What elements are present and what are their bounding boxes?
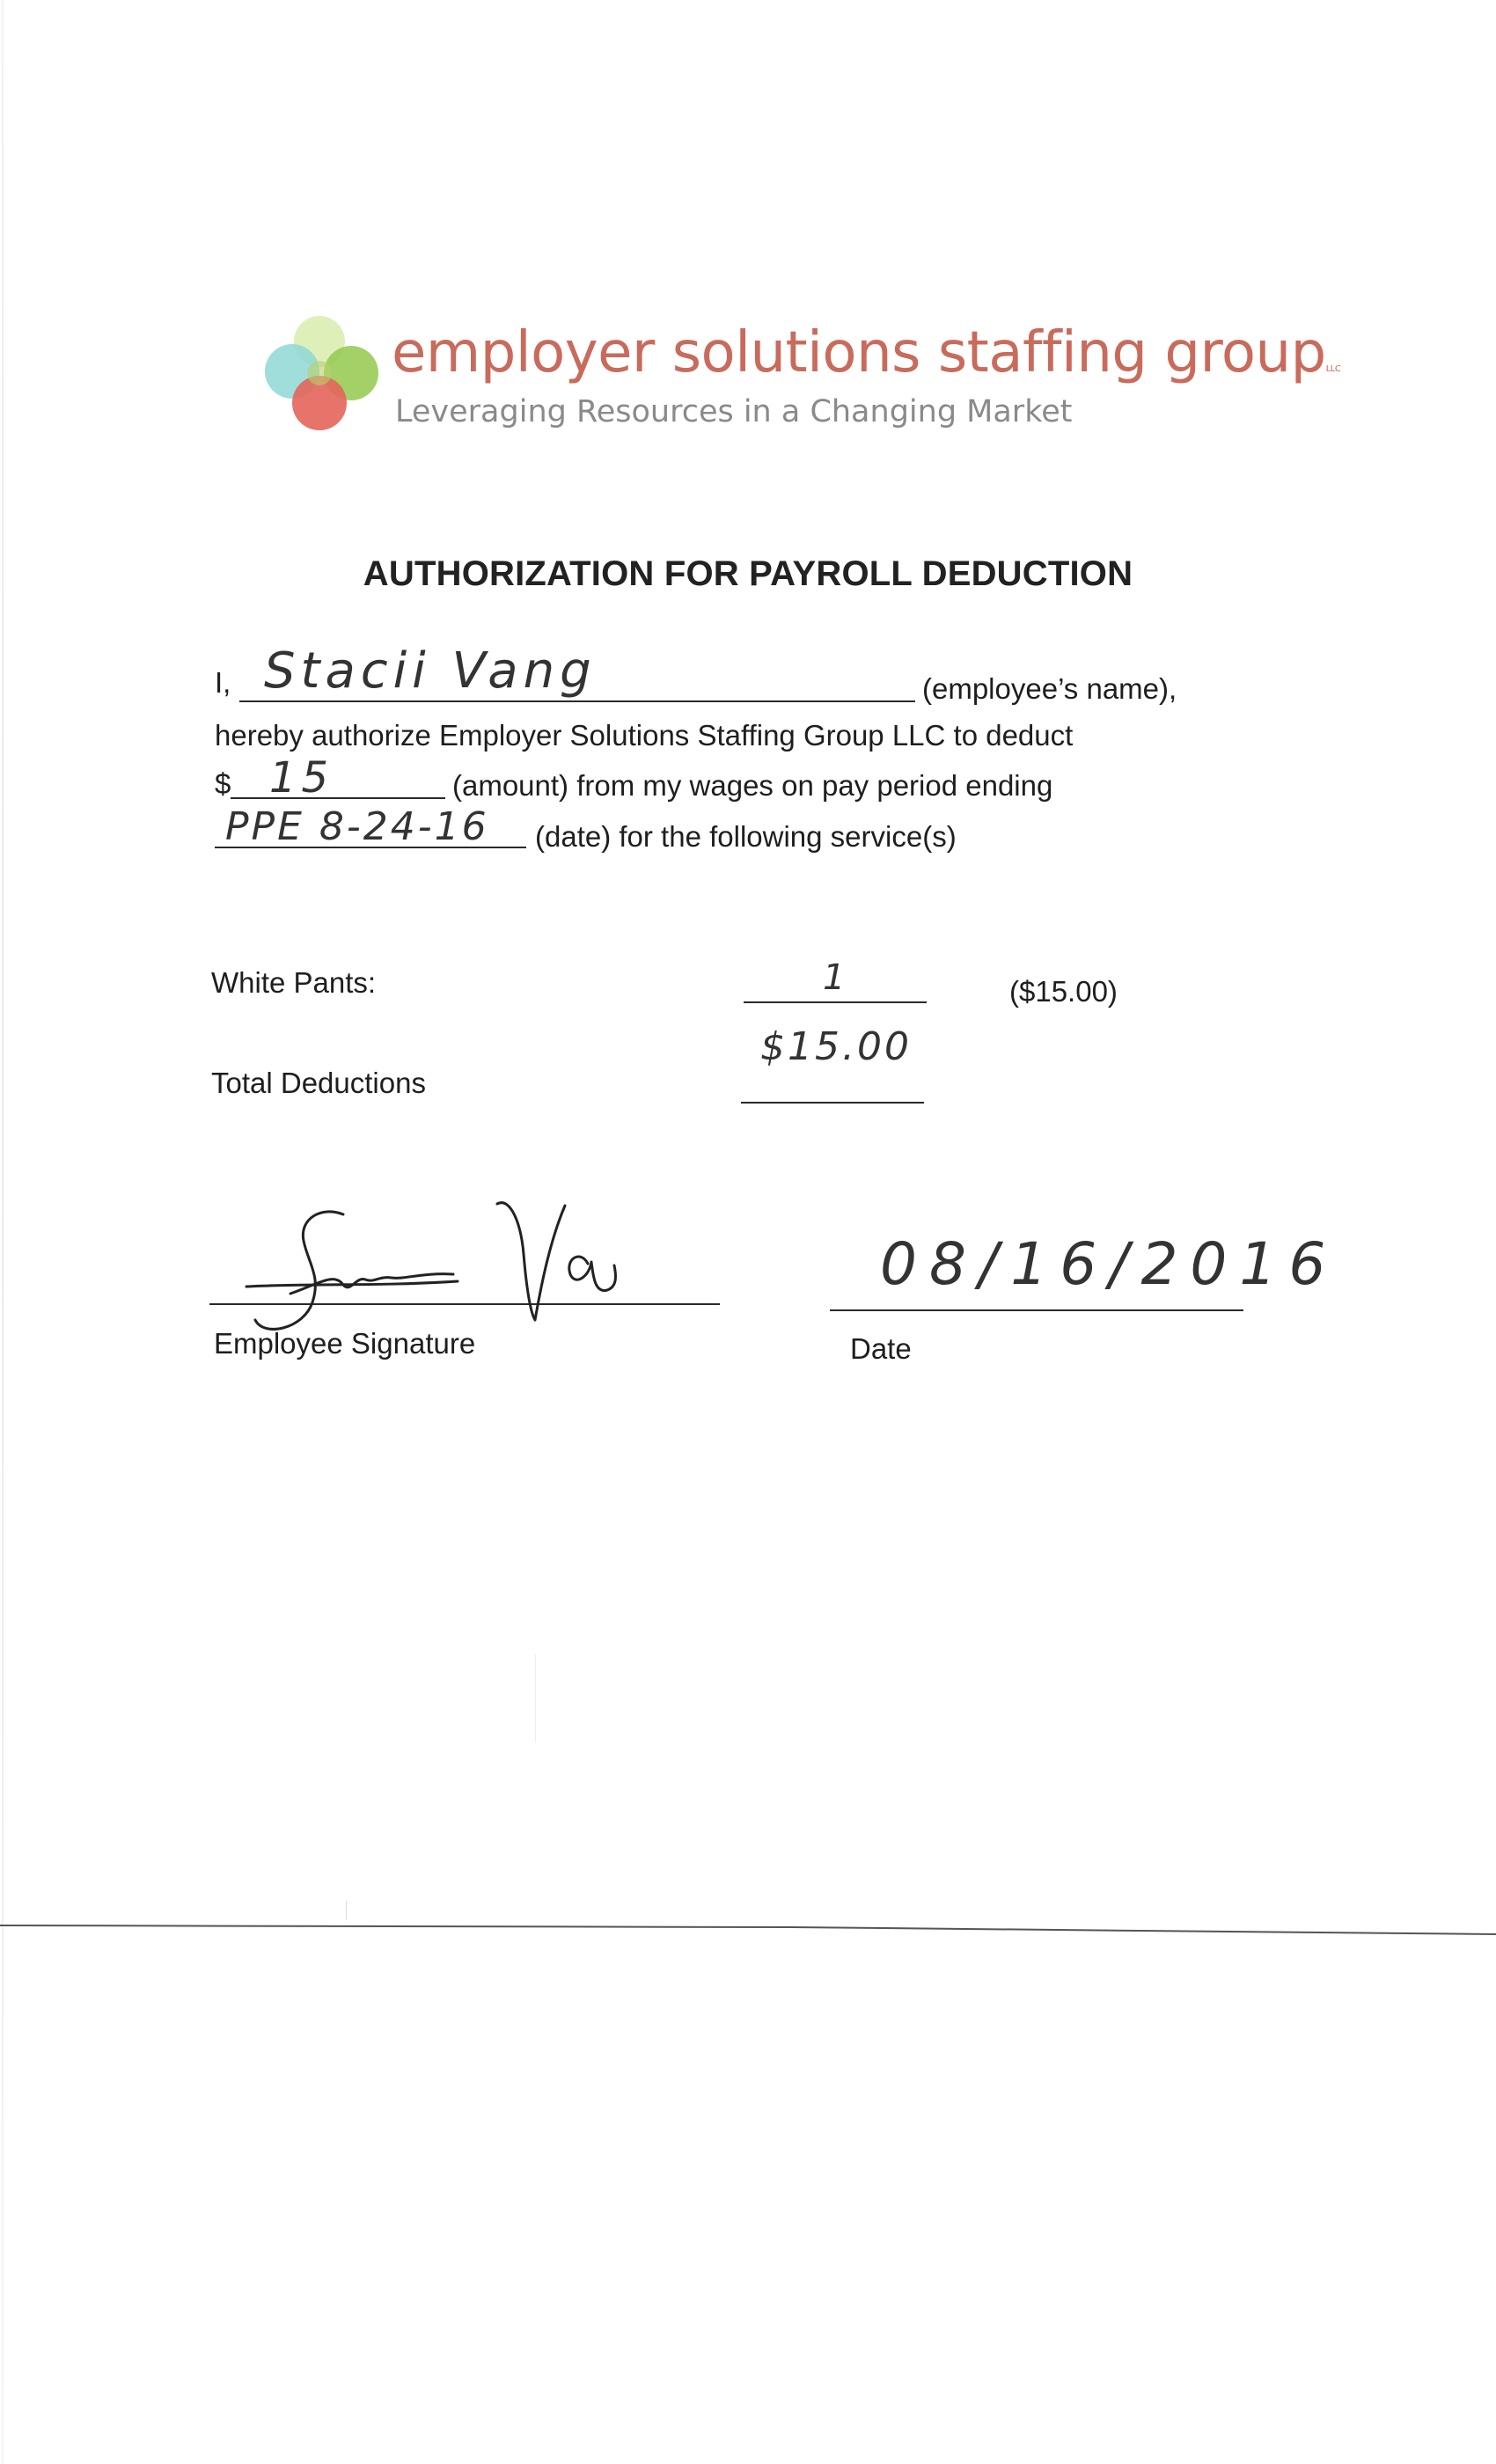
employee-name-line bbox=[239, 700, 915, 702]
authorization-statement: hereby authorize Employer Solutions Staffing Group LLC to deduct bbox=[215, 719, 1074, 752]
total-line bbox=[741, 1102, 924, 1104]
total-handwritten: $15.00 bbox=[760, 1024, 912, 1069]
company-logo bbox=[260, 310, 1341, 442]
total-label: Total Deductions bbox=[211, 1067, 426, 1099]
item-quantity-handwritten: 1 bbox=[823, 957, 846, 998]
signature-label: Employee Signature bbox=[214, 1327, 476, 1360]
line1-prefix: I, bbox=[215, 666, 231, 699]
line3-dollar-sign: $ bbox=[215, 767, 231, 800]
scan-artifact-vertical bbox=[535, 1654, 536, 1742]
pay-period-handwritten: PPE 8-24-16 bbox=[225, 804, 489, 849]
date-line bbox=[830, 1309, 1243, 1311]
date-label: Date bbox=[850, 1332, 912, 1365]
scan-page-edge-line bbox=[0, 1918, 1496, 1936]
item-price: ($15.00) bbox=[1009, 975, 1118, 1008]
logo-circles-icon bbox=[260, 310, 392, 442]
amount-handwritten: 15 bbox=[269, 753, 334, 803]
scan-edge-artifact bbox=[2, 0, 4, 2464]
item-quantity-line bbox=[744, 1001, 927, 1003]
date-handwritten: 08/16/2016 bbox=[880, 1230, 1338, 1298]
employee-name-handwritten: Stacii Vang bbox=[264, 642, 597, 700]
form-title: AUTHORIZATION FOR PAYROLL DEDUCTION bbox=[363, 554, 1133, 593]
line3-suffix: (amount) from my wages on pay period ending bbox=[452, 769, 1053, 802]
item-label: White Pants: bbox=[211, 966, 377, 999]
amount-line bbox=[231, 797, 445, 799]
scan-artifact-tick bbox=[346, 1901, 347, 1920]
line4-suffix: (date) for the following service(s) bbox=[535, 820, 957, 853]
logo-tagline: Leveraging Resources in a Changing Market bbox=[395, 394, 1073, 429]
line1-suffix: (employee’s name), bbox=[922, 672, 1177, 705]
logo-company-name: employer solutions staffing groupLLC bbox=[392, 320, 1341, 385]
